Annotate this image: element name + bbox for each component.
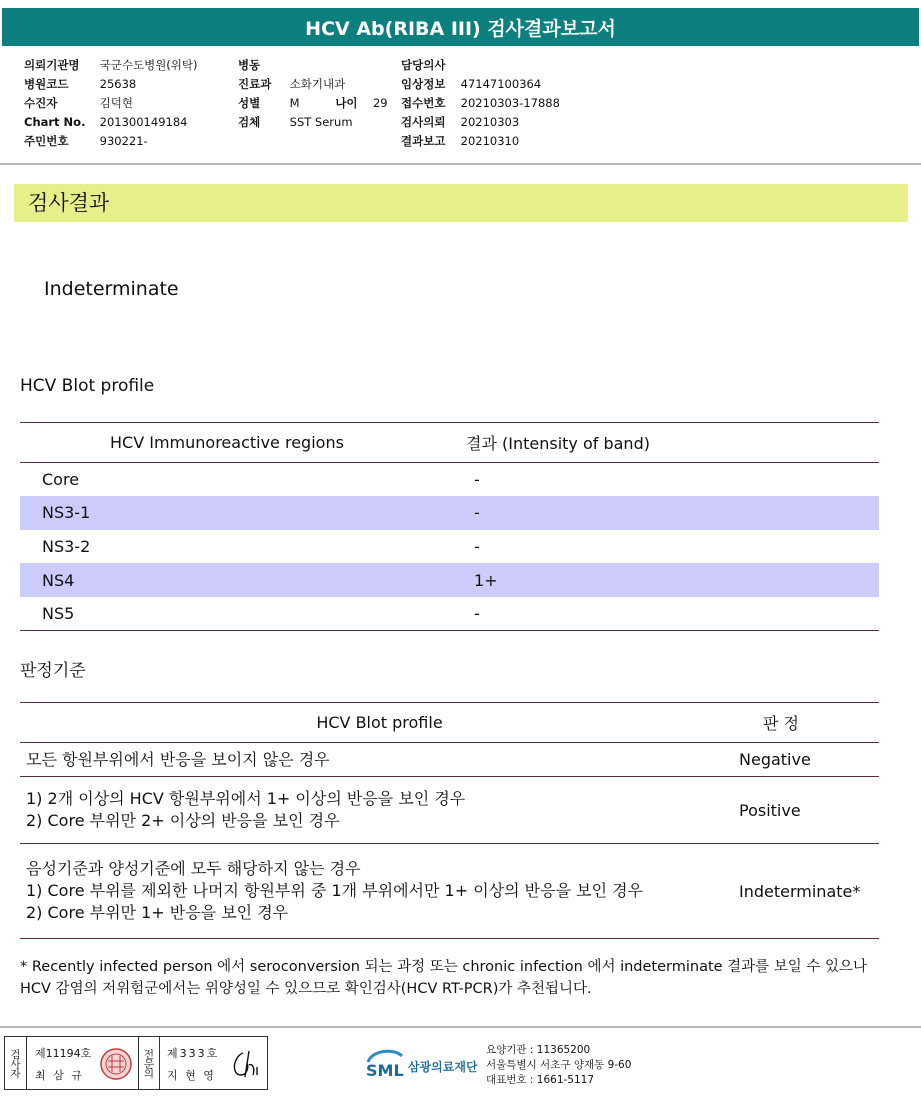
result-cell: 1+	[460, 563, 879, 597]
info-row-request-date: 검사의뢰 20210303	[401, 115, 520, 129]
table-row	[20, 530, 879, 564]
table-row	[20, 743, 879, 777]
result-cell: -	[460, 496, 879, 530]
result-value: Indeterminate	[44, 278, 179, 300]
info-row-department: 진료과 소화기내과	[238, 77, 346, 91]
region-cell: Core	[42, 470, 80, 490]
column-header-judgement: 판 정	[733, 703, 879, 743]
org-code: 요양기관 : 11365200	[486, 1044, 591, 1056]
examiner-label: 검사자	[5, 1037, 27, 1089]
org-info	[486, 1043, 631, 1088]
criteria-cell	[20, 844, 733, 939]
info-row-patient: 수진자 김덕현	[24, 96, 133, 110]
column-header-profile: HCV Blot profile	[20, 703, 733, 743]
signature-box	[4, 1036, 268, 1090]
info-row-clinical-info: 임상정보 47147100364	[401, 77, 542, 91]
info-row-reception-no: 접수번호 20210303-17888	[401, 96, 560, 110]
criteria-line: 1) Core 부위를 제외한 나머지 항원부위 중 1개 부위에서만 1+ 이상의 반응을 보인 경우	[26, 881, 644, 900]
criteria-line: 2) Core 부위만 2+ 이상의 반응을 보인 경우	[26, 811, 340, 830]
org-name: 삼광의료재단	[408, 1060, 478, 1074]
patient-info	[0, 56, 921, 156]
criteria-line: 모든 항원부위에서 반응을 보이지 않은 경우	[26, 749, 330, 769]
table-row	[20, 777, 879, 844]
blot-profile-table	[20, 422, 879, 631]
footer-divider	[0, 1026, 921, 1028]
info-row-report-date: 결과보고 20210310	[401, 134, 520, 148]
judgement-cell: Positive	[733, 777, 879, 844]
criteria-table	[20, 702, 879, 939]
seal-icon	[99, 1047, 133, 1081]
criteria-title: 판정기준	[20, 661, 86, 681]
region-cell: NS5	[20, 597, 460, 631]
examiner-license: 제11194호	[35, 1047, 92, 1060]
criteria-line: 2) Core 부위만 1+ 반응을 보인 경우	[26, 903, 289, 922]
sml-logo-text: SML	[366, 1061, 404, 1080]
footnote: * Recently infected person 에서 seroconversion 되는 과정 또는 chronic infection 에서 indeterminate 결과를 보일 수 있으나 HCV 감염의 저위험군에서는 위양성일 수 있으므로 확인검사(HCV RT-PCR)가 추천됩니다.	[20, 959, 868, 997]
info-divider	[0, 163, 921, 165]
result-cell: -	[460, 597, 879, 631]
signature-icon	[227, 1045, 265, 1083]
examiner-name: 최 삼 규	[35, 1069, 84, 1082]
judgement-cell: Indeterminate*	[733, 844, 879, 939]
table-row	[20, 496, 879, 530]
result-section-header: 검사결과	[14, 184, 908, 222]
criteria-line: 음성기준과 양성기준에 모두 해당하지 않는 경우	[26, 859, 361, 878]
info-row-hospital-code: 병원코드 25638	[24, 77, 137, 91]
result-cell: -	[474, 470, 480, 490]
table-row	[20, 463, 879, 497]
info-row-doctor: 담당의사	[401, 58, 446, 72]
table-header-row	[20, 423, 879, 463]
info-row-resident-no: 주민번호 930221-	[24, 134, 148, 148]
region-cell: NS4	[20, 563, 460, 597]
sml-logo-icon	[364, 1044, 408, 1084]
info-row-specimen: 검체 SST Serum	[238, 115, 353, 129]
region-cell: NS3-1	[20, 496, 460, 530]
info-row-ward: 병동	[238, 58, 261, 72]
info-row-sex-age: 성별 M 나이 29	[238, 96, 388, 110]
table-row	[20, 597, 879, 631]
column-header-result: 결과 (Intensity of band)	[460, 423, 879, 463]
table-row	[20, 563, 879, 597]
table-header-row	[20, 703, 879, 743]
criteria-line: 1) 2개 이상의 HCV 항원부위에서 1+ 이상의 반응을 보인 경우	[26, 789, 466, 808]
info-row-chart-no: Chart No. 201300149184	[24, 115, 188, 129]
criteria-cell	[20, 777, 733, 844]
table-row	[20, 844, 879, 939]
blot-profile-title: HCV Blot profile	[20, 376, 155, 396]
info-row-institution: 의뢰기관명 국군수도병원(위탁)	[24, 58, 198, 72]
result-cell: -	[474, 536, 480, 556]
region-cell: NS3-2	[42, 536, 91, 556]
reviewer-label: 전문의	[138, 1037, 160, 1089]
reviewer-license: 제333호	[167, 1047, 220, 1060]
org-phone: 대표번호 : 1661-5117	[486, 1074, 595, 1086]
org-address: 서울특별시 서초구 양재동 9-60	[486, 1059, 632, 1071]
column-header-region: HCV Immunoreactive regions	[20, 423, 460, 463]
reviewer-name: 지 현 영	[167, 1069, 216, 1082]
judgement-cell: Negative	[733, 743, 879, 777]
criteria-cell	[20, 743, 733, 777]
report-title: HCV Ab(RIBA III) 검사결과보고서	[2, 8, 919, 46]
